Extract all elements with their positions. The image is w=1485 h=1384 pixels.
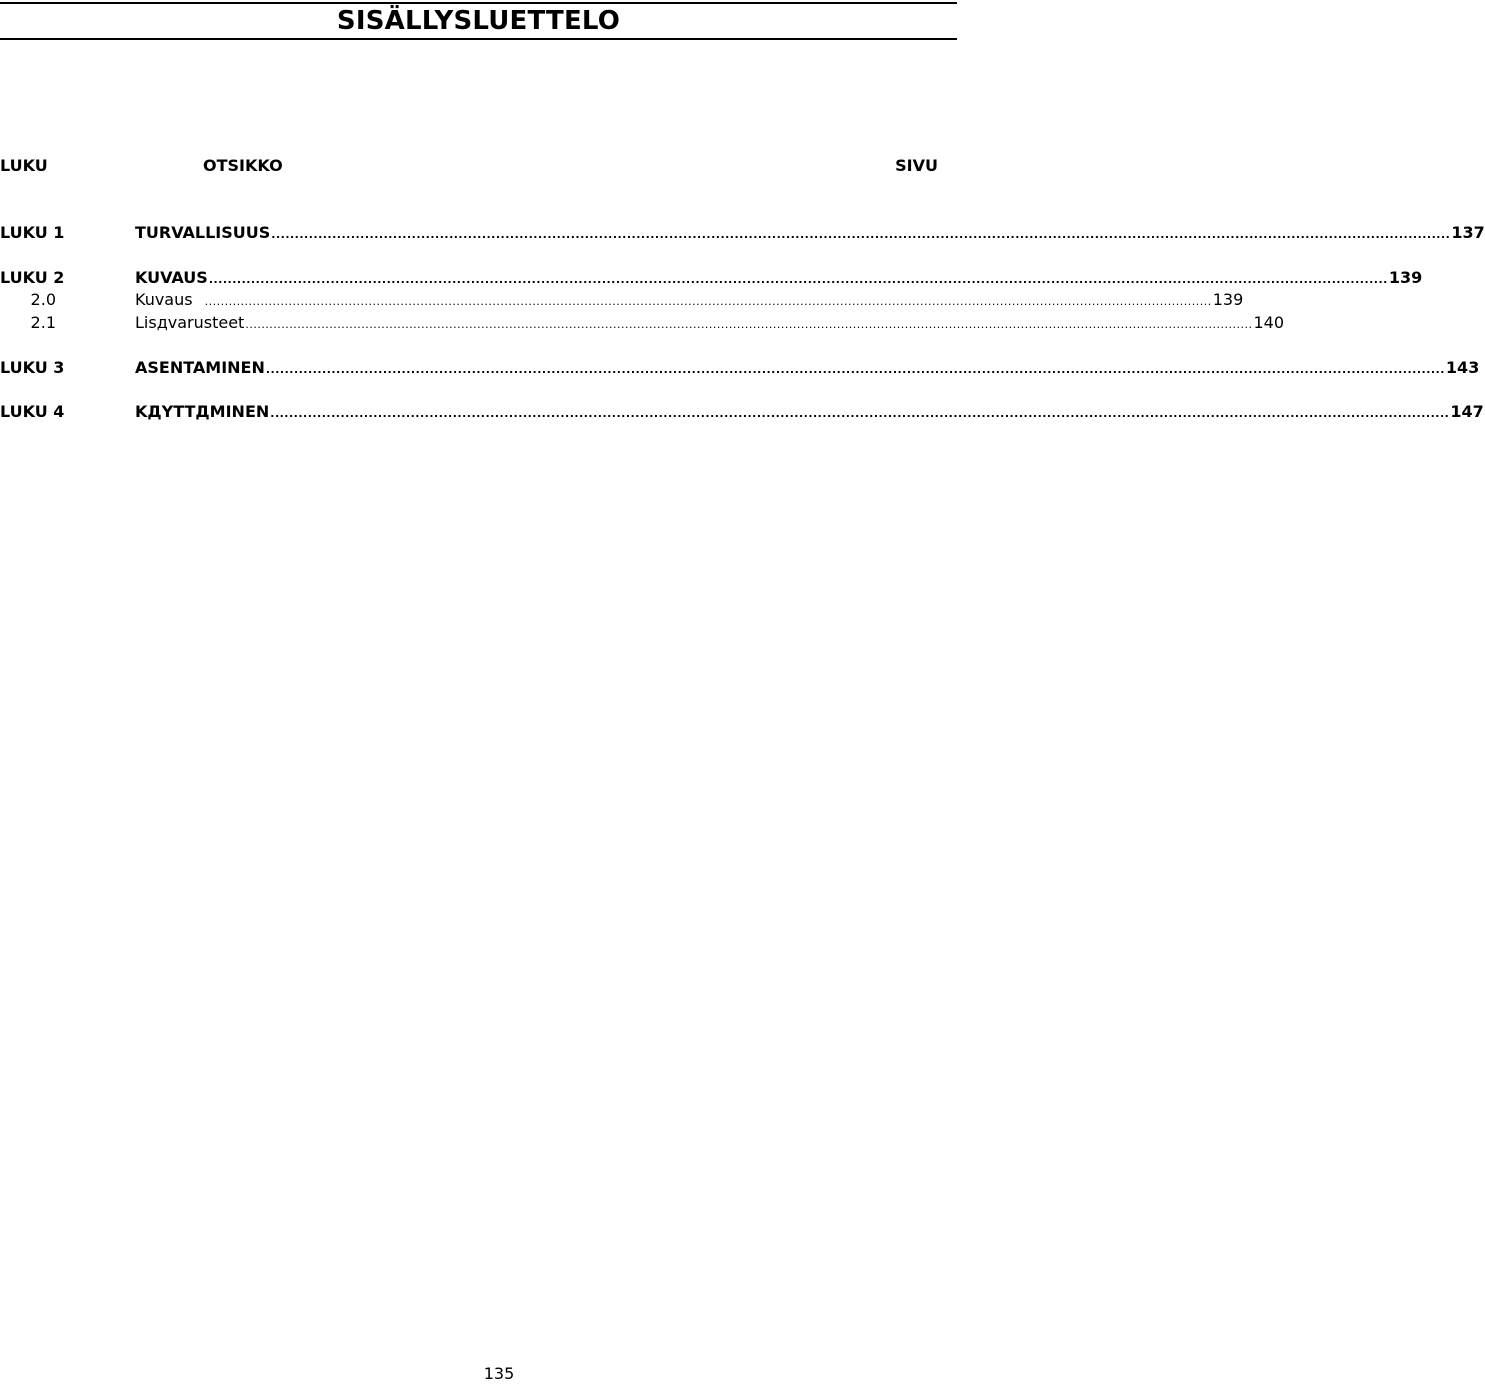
column-header-heading: OTSIKKO bbox=[203, 156, 283, 175]
dot-leader: ............................................................................................................................................................................................................................................................ bbox=[204, 295, 1212, 308]
dot-leader: ............................................................................................................................................................................................................................................................ bbox=[265, 363, 1445, 376]
entry-label: Kuvaus bbox=[135, 290, 193, 309]
entry-page: 140 bbox=[1253, 313, 1285, 332]
toc-entry[interactable] bbox=[0, 223, 1485, 243]
entry-number: 2.1 bbox=[30, 313, 56, 332]
column-header-chapter: LUKU bbox=[0, 156, 48, 175]
toc-entry[interactable] bbox=[0, 313, 1285, 333]
entry-page: 143 bbox=[1445, 358, 1480, 377]
dot-leader: ............................................................................................................................................................................................................................................................ bbox=[271, 228, 1451, 241]
column-header-page: SIVU bbox=[895, 156, 938, 175]
entry-label: ASENTAMINEN bbox=[135, 358, 265, 377]
entry-page: 147 bbox=[1450, 402, 1484, 421]
entry-number: LUKU 4 bbox=[0, 402, 65, 421]
entry-page: 139 bbox=[1212, 290, 1244, 309]
page-title: SISÄLLYSLUETTELO bbox=[336, 6, 621, 36]
toc-entry[interactable] bbox=[0, 290, 1244, 310]
entry-page: 139 bbox=[1388, 268, 1423, 287]
entry-number: LUKU 3 bbox=[0, 358, 65, 377]
toc-entry[interactable] bbox=[0, 268, 1423, 288]
page-number: 135 bbox=[483, 1364, 515, 1383]
dot-leader: ............................................................................................................................................................................................................................................................ bbox=[270, 407, 1450, 420]
entry-page: 137 bbox=[1451, 223, 1485, 242]
toc-entry[interactable] bbox=[0, 402, 1484, 422]
entry-label: Lisдvarusteet bbox=[135, 313, 245, 332]
dot-leader: ............................................................................................................................................................................................................................................................ bbox=[208, 273, 1388, 286]
entry-label: KДYTTДMINEN bbox=[135, 402, 270, 421]
entry-number: LUKU 2 bbox=[0, 268, 65, 287]
entry-label: TURVALLISUUS bbox=[135, 223, 271, 242]
entry-number: 2.0 bbox=[30, 290, 56, 309]
toc-entry[interactable] bbox=[0, 358, 1480, 378]
entry-number: LUKU 1 bbox=[0, 223, 65, 242]
entry-label: KUVAUS bbox=[135, 268, 208, 287]
dot-leader: ............................................................................................................................................................................................................................................................ bbox=[245, 318, 1253, 331]
